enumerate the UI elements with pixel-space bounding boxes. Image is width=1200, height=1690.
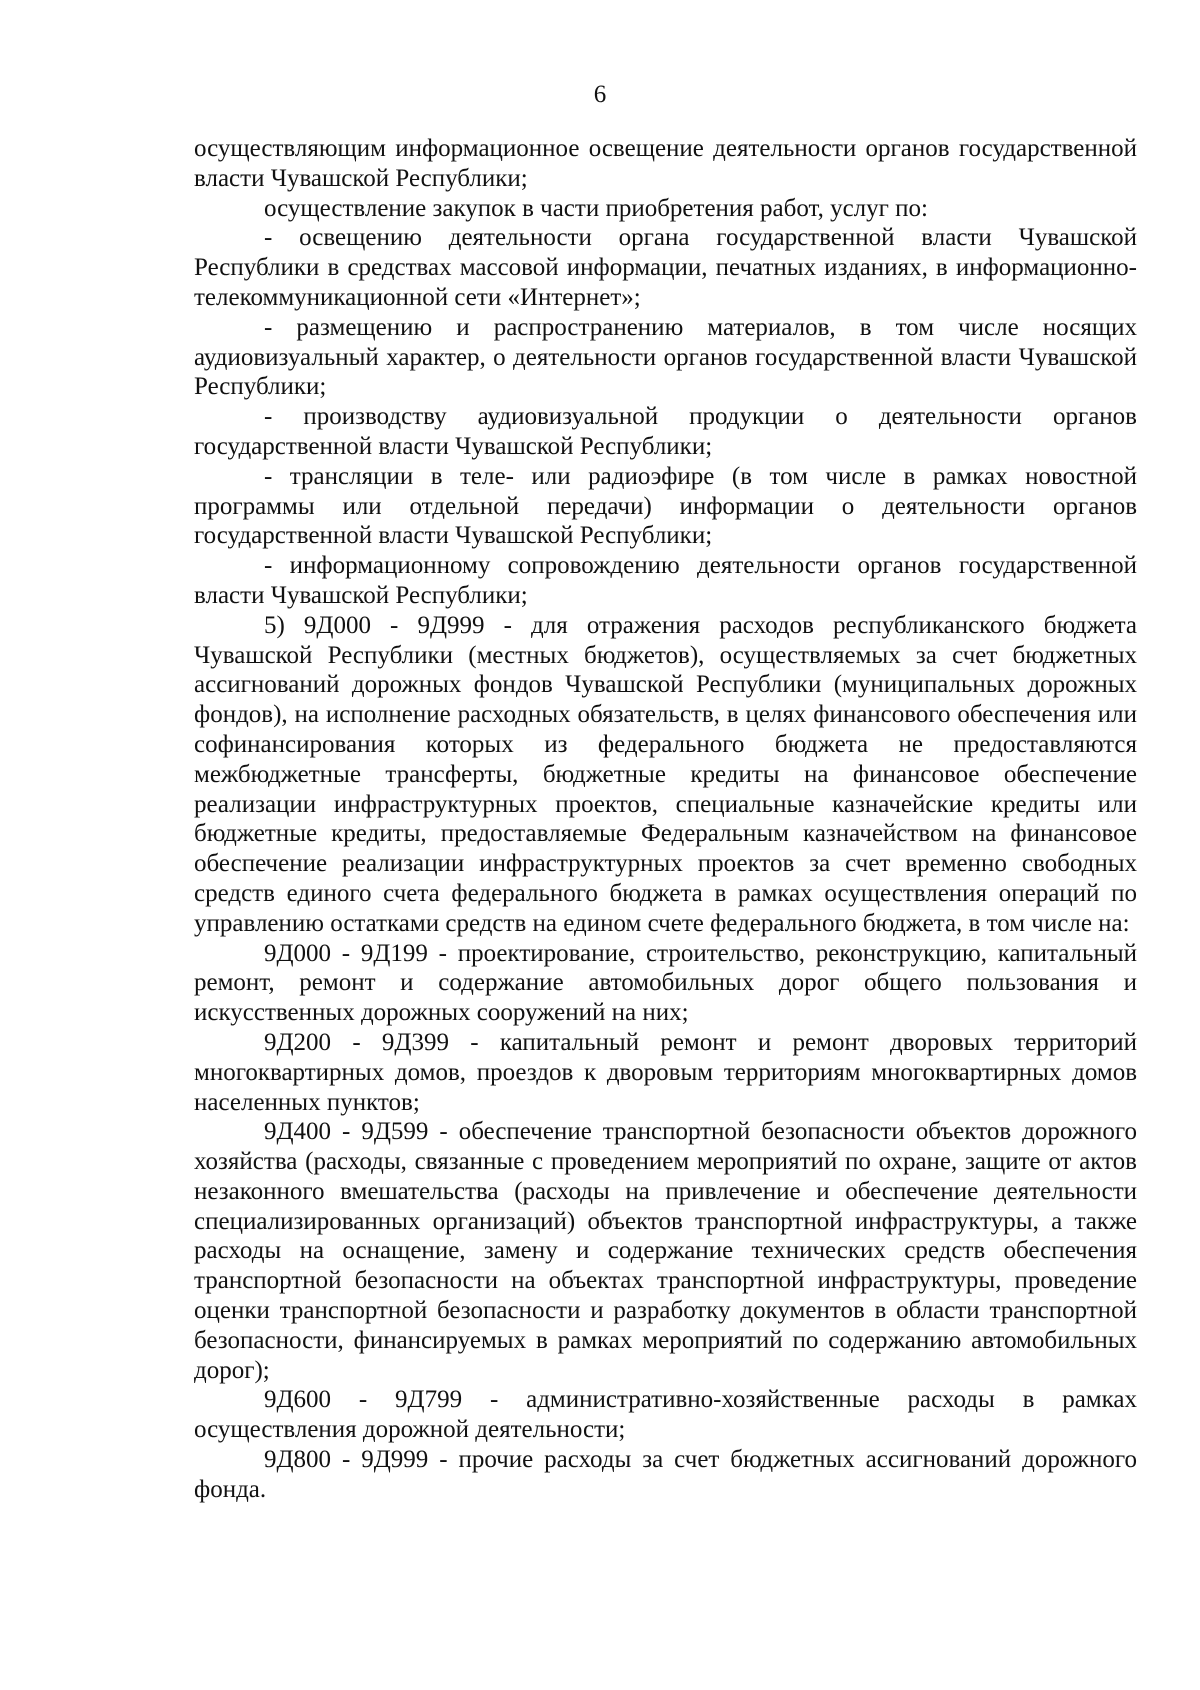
document-body [194,134,1137,1505]
code-range-item: 9Д600 - 9Д799 - административно-хозяйственные расходы в рамках осуществления дорожной деятельности; [194,1386,1137,1444]
code-range-item: 9Д200 - 9Д399 - капитальный ремонт и ремонт дворовых территорий многоквартирных домов, проездов к дворовым территориям многоквартирных домов населенных пунктов; [194,1028,1137,1116]
paragraph: осуществляющим информационное освещение деятельности органов государственной власти Чувашской Республики; [194,135,1137,192]
list-item: - производству аудиовизуальной продукции о деятельности органов государственной власти Чувашской Республики; [194,403,1137,460]
list-item: - освещению деятельности органа государственной власти Чувашской Республики в средствах массовой информации, печатных изданиях, в информационно-телекоммуникационной сети «Интернет»; [194,224,1137,311]
list-item: - информационному сопровождению деятельности органов государственной власти Чувашской Республики; [194,552,1137,609]
list-item: - размещению и распространению материалов, в том числе носящих аудиовизуальный характер, о деятельности органов государственной власти Чувашской Республики; [194,313,1137,401]
paragraph: 5) 9Д000 - 9Д999 - для отражения расходов республиканского бюджета Чувашской Республики (местных бюджетов), осуществляемых за счет бюджетных ассигнований дорожных фондов Чувашской Республики (муниципальных дорожных фондов), на исполнение расходных обязательств, в целях финансового обеспечения или софинансирования которых из федерального бюджета не предоставляются межбюджетные трансферты, бюджетные кредиты на финансовое обеспечение реализации инфраструктурных проектов, специальные казначейские кредиты или бюджетные кредиты, предоставляемые Федеральным казначейством на финансовое обеспечение реализации инфраструктурных проектов за счет временно свободных средств единого счета федерального бюджета в рамках осуществления операций по управлению остатками средств на едином счете федерального бюджета, в том числе на: [194,611,1137,937]
list-item: - трансляции в теле- или радиоэфире (в том числе в рамках новостной программы или отдельной передачи) информации о деятельности органов государственной власти Чувашской Республики; [194,462,1137,550]
page-number: 6 [593,81,607,108]
code-range-item: 9Д000 - 9Д199 - проектирование, строительство, реконструкцию, капитальный ремонт, ремонт и содержание автомобильных дорог общего пользования и искусственных дорожных сооружений на них; [194,939,1137,1027]
paragraph: осуществление закупок в части приобретения работ, услуг по: [264,194,928,222]
code-range-item: 9Д800 - 9Д999 - прочие расходы за счет бюджетных ассигнований дорожного фонда. [194,1446,1137,1503]
code-range-item: 9Д400 - 9Д599 - обеспечение транспортной безопасности объектов дорожного хозяйства (расходы, связанные с проведением мероприятий по охране, защите от актов незаконного вмешательства (расходы на привлечение и обеспечение деятельности специализированных организаций) объектов транспортной инфраструктуры, а также расходы на оснащение, замену и содержание технических средств обеспечения транспортной безопасности на объектах транспортной инфраструктуры, проведение оценки транспортной безопасности и разработку документов в области транспортной безопасности, финансируемых в рамках мероприятий по содержанию автомобильных дорог); [194,1118,1137,1384]
